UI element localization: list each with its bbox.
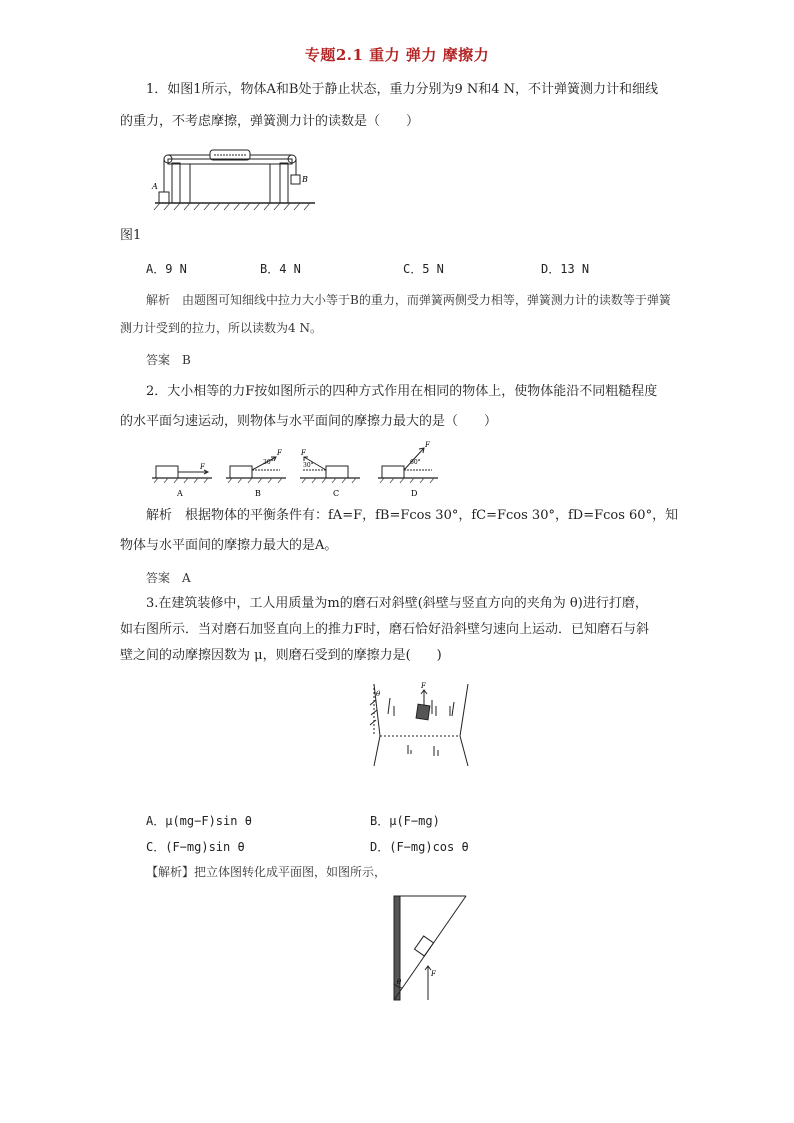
- q1-fig-label-b: B: [302, 175, 308, 184]
- q3-analysis: 【解析】把立体图转化成平面图，如图所示，: [146, 865, 387, 879]
- q1-analysis-line2: 测力计受到的拉力，所以读数为4 N。: [120, 321, 322, 335]
- q2-analysis-line1: 解析 根据物体的平衡条件有：fA=F，fB=Fcos 30°，fC=Fcos 30°，fD=Fcos 60°，知: [146, 508, 679, 523]
- q3-text-line1: 3.在建筑装修中，工人用质量为m的磨石对斜壁(斜壁与竖直方向的夹角为 θ)进行打磨，: [146, 596, 648, 611]
- q1-figure-caption: 图1: [120, 228, 142, 243]
- q3-fig2-theta: θ: [397, 978, 402, 986]
- q2-analysis-line2: 物体与水平面间的摩擦力最大的是A。: [120, 538, 338, 553]
- q3-fig-theta: θ: [376, 690, 381, 698]
- q3-figure-plane-diagram: [380, 892, 472, 1004]
- q1-analysis-line1: 解析 由题图可知细线中拉力大小等于B的重力，而弹簧两侧受力相等，弹簧测力计的读数等于弹簧: [146, 293, 671, 307]
- page-title: 专题2.1 重力 弹力 摩擦力: [304, 46, 490, 64]
- q2-fig-angle-c: 30°: [303, 462, 314, 469]
- q3-option-c: C．(F−mg)sin θ: [146, 840, 245, 854]
- q1-figure-spring-scale: [150, 145, 320, 211]
- q2-fig-force-b: F: [277, 449, 282, 457]
- q2-text-line2: 的水平面匀速运动，则物体与水平面间的摩擦力最大的是（ ）: [120, 414, 498, 429]
- q1-option-b: B．4 N: [260, 262, 301, 276]
- q3-option-a: A．μ(mg−F)sin θ: [146, 814, 252, 828]
- q2-fig-force-d: F: [425, 441, 430, 449]
- q1-fig-label-a: A: [152, 182, 158, 191]
- q2-fig-label-c: C: [333, 489, 340, 498]
- q3-option-d: D．(F−mg)cos θ: [370, 840, 469, 854]
- q1-option-c: C．5 N: [403, 262, 444, 276]
- q2-text-line1: 2．大小相等的力F按如图所示的四种方式作用在相同的物体上，使物体能沿不同粗糙程度: [146, 384, 658, 399]
- q3-option-b: B．μ(F−mg): [370, 814, 440, 828]
- q2-fig-angle-b: 30°: [263, 459, 274, 466]
- q3-fig-force: F: [421, 682, 426, 690]
- q2-fig-label-a: A: [177, 489, 183, 498]
- q2-fig-force-c: F: [301, 449, 306, 457]
- q3-fig2-force: F: [431, 970, 436, 978]
- q3-text-line3: 壁之间的动摩擦因数为 μ，则磨石受到的摩擦力是( ): [120, 648, 442, 663]
- q1-answer: 答案 B: [146, 353, 191, 367]
- q1-option-a: A．9 N: [146, 262, 187, 276]
- q2-fig-angle-d: 60°: [410, 459, 421, 466]
- q2-fig-force-a: F: [200, 463, 205, 471]
- q2-figure-four-forces: [150, 440, 450, 500]
- q3-figure-wall: [368, 680, 472, 766]
- q2-answer: 答案 A: [146, 571, 191, 585]
- q1-text-line2: 的重力，不考虑摩擦，弹簧测力计的读数是（ ）: [120, 114, 420, 129]
- q2-fig-label-b: B: [255, 489, 261, 498]
- q2-fig-label-d: D: [411, 489, 418, 498]
- q1-option-d: D．13 N: [541, 262, 590, 276]
- q1-text-line1: 1．如图1所示，物体A和B处于静止状态，重力分别为9 N和4 N，不计弹簧测力计和细线: [146, 82, 659, 97]
- q3-text-line2: 如右图所示．当对磨石加竖直向上的推力F时，磨石恰好沿斜壁匀速向上运动．已知磨石与斜: [120, 622, 650, 637]
